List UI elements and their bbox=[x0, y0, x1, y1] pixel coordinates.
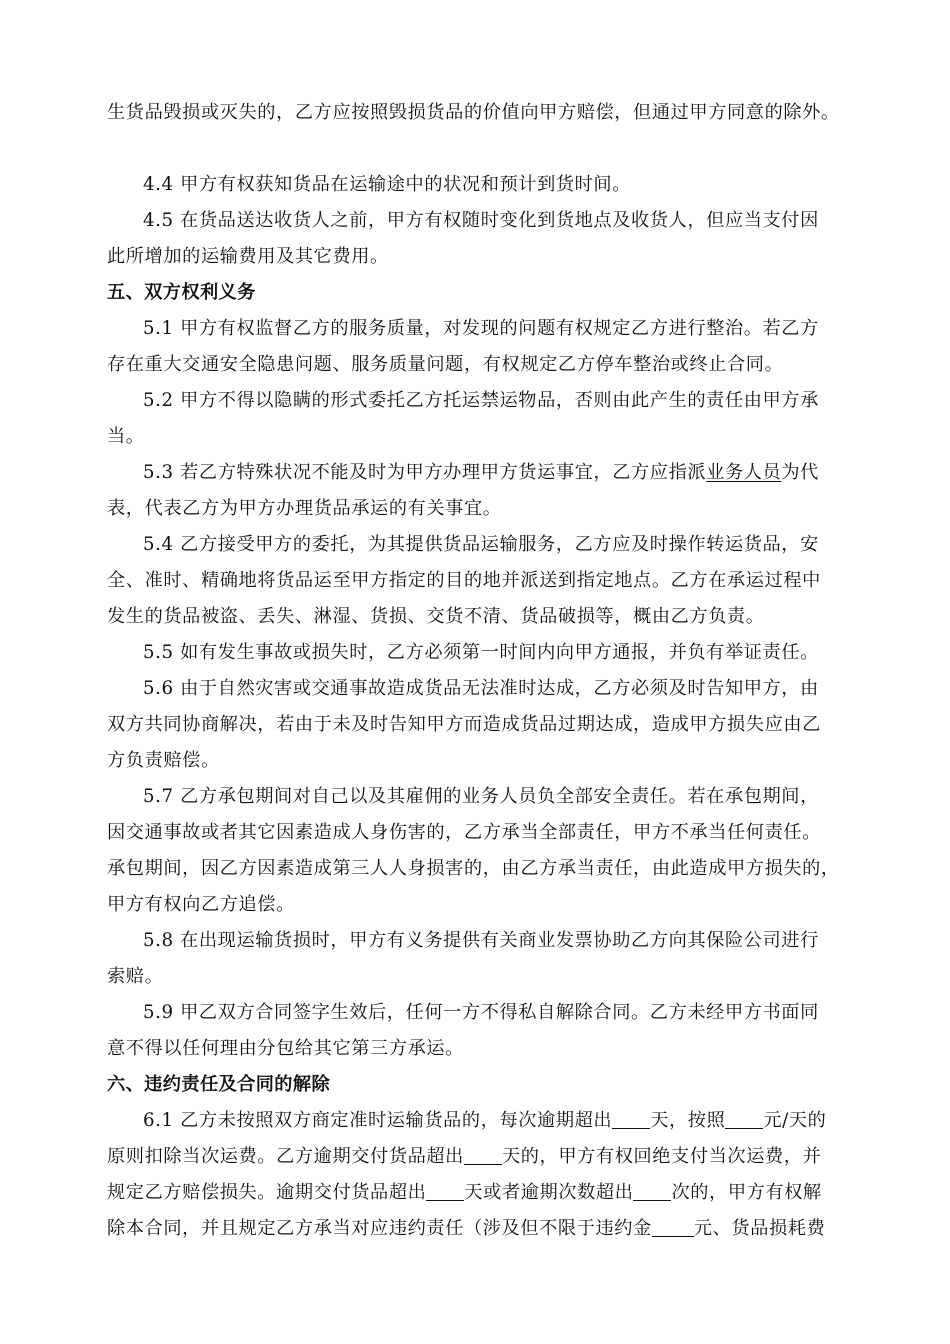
section-heading-5: 五、双方权利义务 bbox=[107, 282, 256, 303]
text-segment: 天或者逾期次数超出 bbox=[464, 1182, 634, 1203]
text-line: 此所增加的运输费用及其它费用。 bbox=[107, 246, 389, 267]
clause-5-4: 5.4 乙方接受甲方的委托，为其提供货品运输服务，乙方应及时操作转运货品，安 bbox=[143, 534, 819, 555]
text-line bbox=[107, 1211, 852, 1247]
clause-6-1 bbox=[143, 1103, 852, 1139]
text-line: 全、准时、精确地将货品运至甲方指定的目的地并派送到指定地点。乙方在承运过程中 bbox=[107, 570, 821, 591]
clause-4-5: 4.5 在货品送达收货人之前，甲方有权随时变化到货地点及收货人，但应当支付因 bbox=[143, 210, 819, 231]
text-segment: 天，按照 bbox=[650, 1110, 726, 1131]
text-line: 方负责赔偿。 bbox=[107, 750, 220, 771]
text-segment: 元/天的 bbox=[763, 1110, 827, 1131]
text-line bbox=[107, 1175, 852, 1211]
clause-4-4: 4.4 甲方有权获知货品在运输途中的状况和预计到货时间。 bbox=[143, 174, 632, 195]
text-line: 生货品毁损或灭失的，乙方应按照毁损货品的价值向甲方赔偿，但通过甲方同意的除外。 bbox=[107, 102, 840, 123]
text-line bbox=[107, 1139, 852, 1175]
clause-5-9: 5.9 甲乙双方合同签字生效后，任何一方不得私自解除合同。乙方未经甲方书面同 bbox=[143, 1002, 819, 1023]
clause-5-7: 5.7 乙方承包期间对自己以及其雇佣的业务人员负全部安全责任。若在承包期间， bbox=[143, 786, 819, 807]
text-line: 存在重大交通安全隐患问题、服务质量问题，有权规定乙方停车整治或终止合同。 bbox=[107, 354, 784, 375]
clause-5-1: 5.1 甲方有权监督乙方的服务质量，对发现的问题有权规定乙方进行整治。若乙方 bbox=[143, 318, 819, 339]
text-line: 表，代表乙方为甲方办理货品承运的有关事宜。 bbox=[107, 498, 502, 519]
text-segment: 天的，甲方有权回绝支付当次运费，并 bbox=[501, 1146, 822, 1167]
text-line: 甲方有权向乙方追偿。 bbox=[107, 894, 295, 915]
fill-in-blank[interactable] bbox=[426, 1180, 464, 1201]
clause-5-8: 5.8 在出现运输货损时，甲方有义务提供有关商业发票协助乙方向其保险公司进行 bbox=[143, 930, 819, 951]
text-segment: 6.1 乙方未按照双方商定准时运输货品的，每次逾期超出 bbox=[143, 1110, 613, 1131]
text-segment: 原则扣除当次运费。乙方逾期交付货品超出 bbox=[107, 1146, 464, 1167]
text-line: 意不得以任何理由分包给其它第三方承运。 bbox=[107, 1038, 464, 1059]
clause-5-6: 5.6 由于自然灾害或交通事故造成货品无法准时达成，乙方必须及时告知甲方，由 bbox=[143, 678, 819, 699]
text-line: 承包期间，因乙方因素造成第三人人身损害的，由乙方承当责任，由此造成甲方损失的， bbox=[107, 858, 840, 879]
text-segment: 元、货品损耗费 bbox=[693, 1218, 826, 1239]
underlined-term: 业务人员 bbox=[706, 462, 782, 483]
text-line: 当。 bbox=[107, 426, 145, 447]
fill-in-blank[interactable] bbox=[612, 1108, 650, 1129]
text-segment: 为代 bbox=[781, 462, 819, 483]
section-heading-6: 六、违约责任及合同的解除 bbox=[107, 1074, 331, 1095]
text-segment: 规定乙方赔偿损失。逾期交付货品超出 bbox=[107, 1182, 427, 1203]
text-line: 发生的货品被盗、丢失、淋湿、货损、交货不清、货品破损等，概由乙方负责。 bbox=[107, 606, 765, 627]
fill-in-blank[interactable] bbox=[633, 1180, 671, 1201]
text-line: 索赔。 bbox=[107, 966, 164, 987]
clause-5-3 bbox=[143, 455, 852, 491]
text-segment: 5.3 若乙方特殊状况不能及时为甲方办理甲方货运事宜，乙方应指派 bbox=[143, 462, 707, 483]
clause-5-5: 5.5 如有发生事故或损失时，乙方必须第一时间内向甲方通报，并负有举证责任。 bbox=[143, 642, 819, 663]
text-line: 因交通事故或者其它因素造成人身伤害的，乙方承当全部责任，甲方不承当任何责任。 bbox=[107, 822, 821, 843]
text-line: 双方共同协商解决，若由于未及时告知甲方而造成货品过期达成，造成甲方损失应由乙 bbox=[107, 714, 821, 735]
fill-in-blank[interactable] bbox=[652, 1216, 694, 1237]
text-segment: 除本合同，并且规定乙方承当对应违约责任（涉及但不限于违约金 bbox=[107, 1218, 652, 1239]
text-segment: 次的，甲方有权解 bbox=[671, 1182, 822, 1203]
fill-in-blank[interactable] bbox=[464, 1144, 502, 1165]
clause-5-2: 5.2 甲方不得以隐瞒的形式委托乙方托运禁运物品，否则由此产生的责任由甲方承 bbox=[143, 390, 819, 411]
fill-in-blank[interactable] bbox=[725, 1108, 763, 1129]
